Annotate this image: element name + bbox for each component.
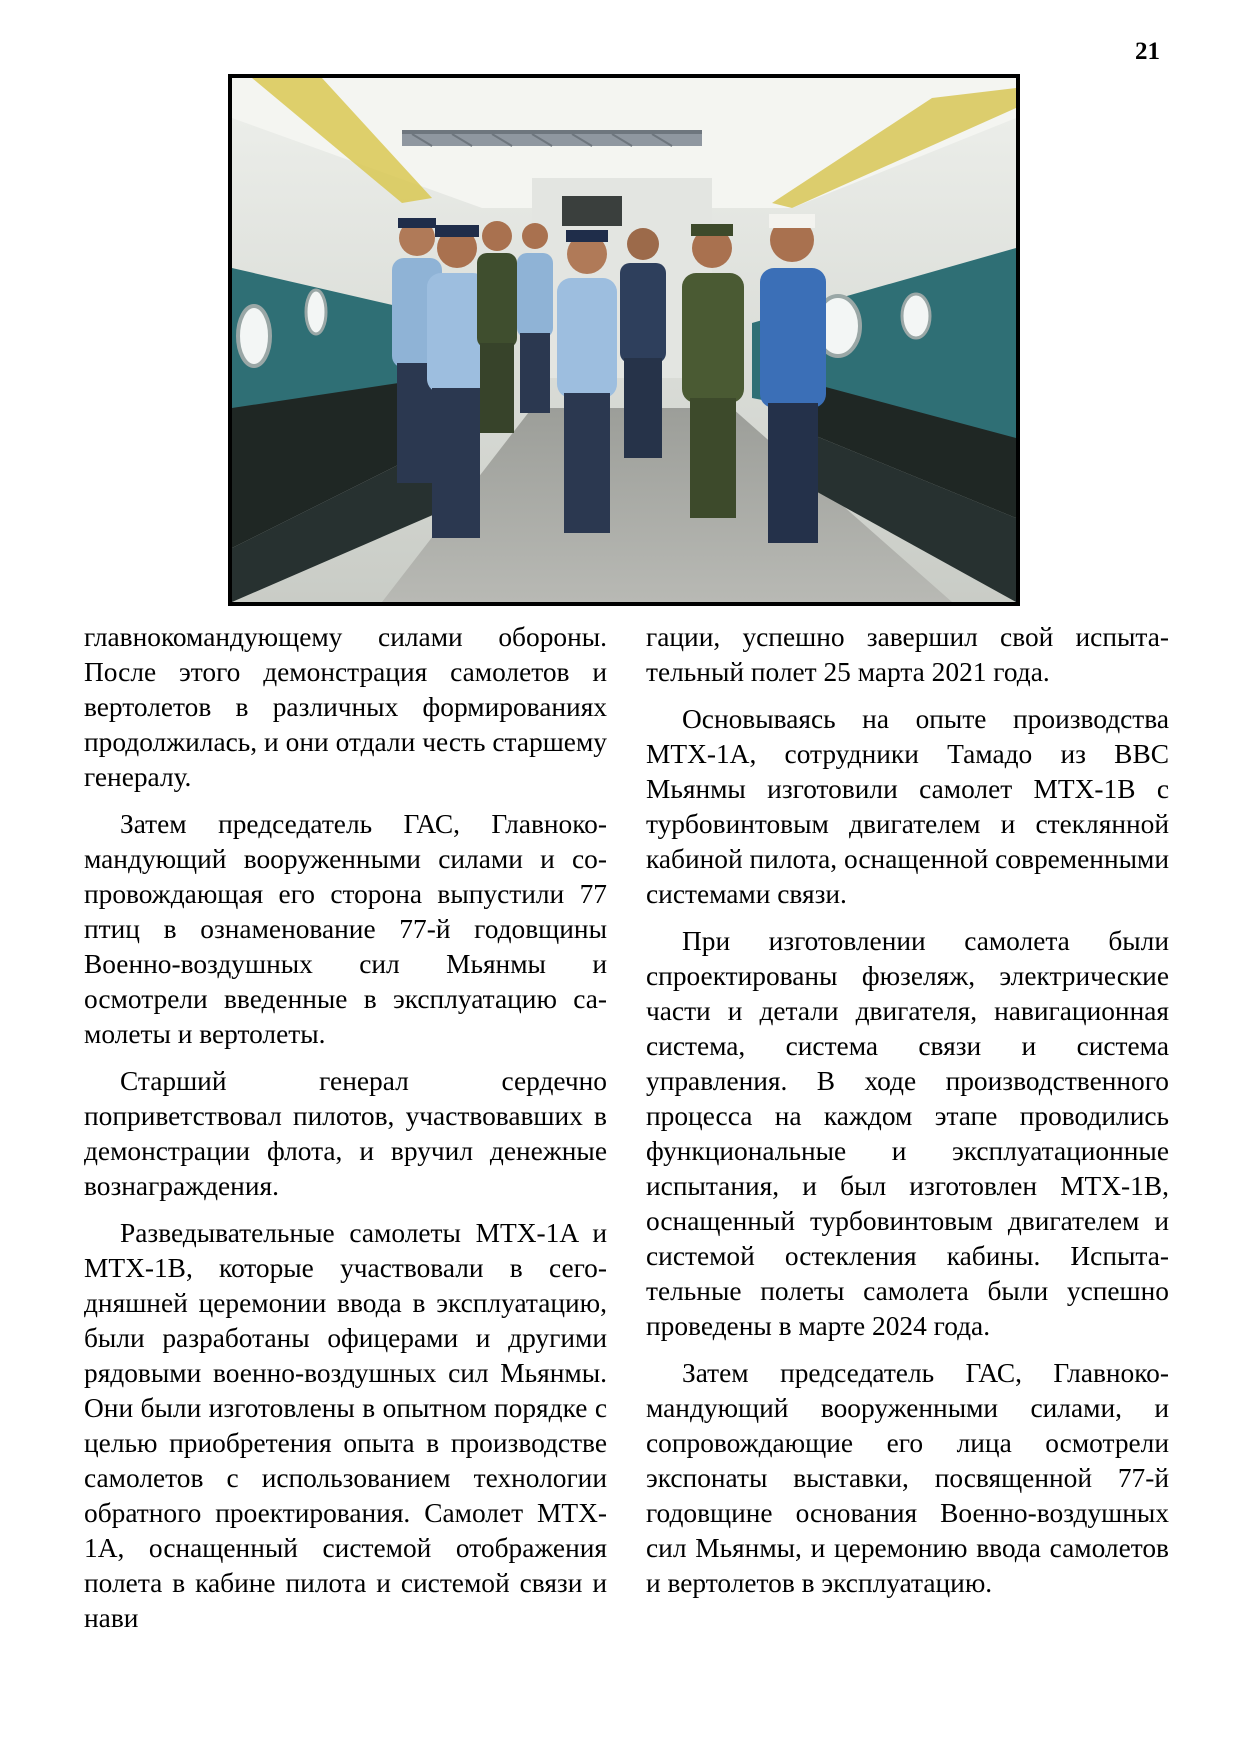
paragraph: Основываясь на опыте производства MTX-1A, сотрудники Тамадо из ВВС Мьянмы изготовили самолет MTX-1B с турбовинтовым двигателем и стеклянной кабиной пилота, оснащенной современными системами связи. [646,704,1169,909]
paragraph: При изготовлении самолета были спроектированы фюзеляж, электрические части и детали двигателя, навигационная система, система связи и система управления. В ходе производственного процесса на каждом этапе проводились функциональные и эксплуатационные испытания, и был изготовлен MTX-1B, оснащенный турбовинтовым двигателем и системой остекления кабины. Испытательные полеты самолета были успешно проведены в марте 2024 года. [646,926,1169,1341]
left-column [84,620,607,1648]
photo [228,74,1020,606]
paragraph: главнокомандующему силами обороны. После этого демонстрация самолетов и вертолетов в различных формированиях продолжилась, и они отдали честь старшему генералу. [84,622,607,792]
paragraph: Старший генерал сердечно поприветствовал пилотов, участвовавших в демонстрации флота, и вручил денежные вознаграждения. [84,1066,607,1201]
right-column [646,620,1169,1613]
page-number: 21 [1135,38,1160,65]
paragraph: гации, успешно завершил свой испытательный полет 25 марта 2021 года. [646,622,1169,687]
paragraph: Разведывательные самолеты MTX-1A и MTX-1B, которые участвовали в сегодняшней церемонии ввода в эксплуатацию, были разработаны офицерами и другими рядовыми военно-воздушных сил Мьянмы. Они были изготовлены в опытном порядке с целью приобретения опыта в производстве самолетов с использованием технологии обратного проектирования. Самолет MTX-1A, оснащенный системой отображения полета в кабине пилота и системой связи и нави [84,1218,607,1633]
paragraph: Затем председатель ГАС, Главнокомандующий вооруженными силами, и сопровождающие его лица осмотрели экспонаты выставки, посвященной 77-й годовщине основания Военно-воздушных сил Мьянмы, и церемонию ввода самолетов и вертолетов в эксплуатацию. [646,1358,1169,1598]
paragraph: Затем председатель ГАС, Главнокомандующий вооруженными силами и сопровождающая его сторона выпустили 77 птиц в ознаменование 77-й годовщины Военно-воздушных сил Мьянмы и осмотрели введенные в эксплуатацию самолеты и вертолеты. [84,809,607,1049]
photo-military-officers-aircraft-cabin-icon [232,78,1016,602]
